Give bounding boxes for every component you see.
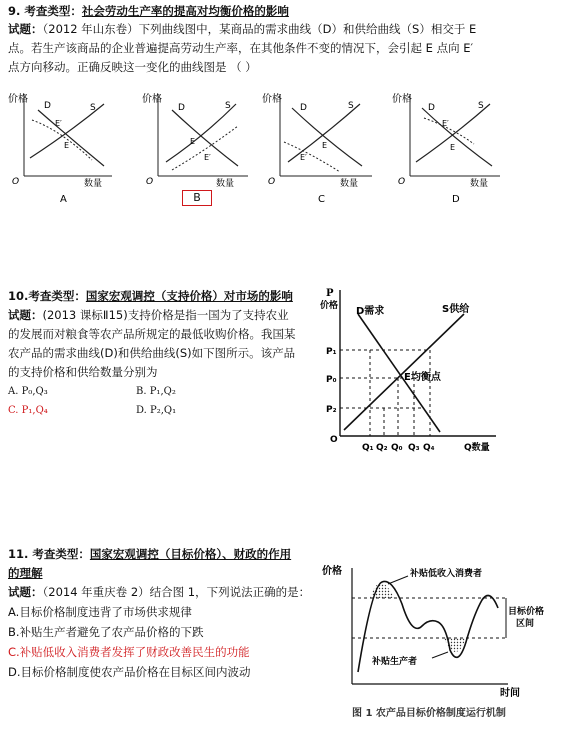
q9-c-e: E [322, 141, 328, 150]
q10-stem-text1: (2013 课标Ⅱ15)支持价格是指一国为了支持农业 [42, 308, 289, 322]
q9-a-e: E [64, 141, 70, 150]
q9-a-ylabel: 价格 [8, 94, 28, 105]
q9-d-e: E [450, 143, 456, 152]
q10-s-label: S供给 [442, 304, 470, 315]
q9-a-xlabel: 数量 [84, 179, 103, 189]
q10-p1: P₁ [326, 347, 337, 357]
q11-type-text1: 国家宏观调控（目标价格）、财政的作用 [89, 547, 292, 561]
q10-q1: Q₁ [362, 443, 374, 453]
q9-stem-text1: （2012 年山东卷）下列曲线图中，某商品的需求曲线（D）和供给曲线（S）相交于 E [42, 22, 477, 36]
q11-option-a[interactable]: A.目标价格制度违背了市场供求规律 [8, 605, 192, 619]
q11-caption: 图 1 农产品目标价格制度运行机制 [352, 708, 506, 719]
q9-b-e: E [190, 137, 196, 146]
q11-producer-label: 补贴生产者 [372, 657, 418, 667]
q9-b-origin: O [146, 177, 154, 187]
q10-e-label: E均衡点 [404, 372, 441, 383]
q10-d-label: D需求 [356, 306, 385, 317]
q9-d-ylabel: 价格 [392, 94, 412, 105]
q9-stem-line1 [8, 21, 476, 37]
q9-graph-d [392, 92, 500, 205]
q9-a-e2: E′ [55, 119, 62, 128]
q9-a-origin: O [12, 177, 20, 187]
q9-graph-a [8, 92, 112, 205]
q10-stem-line2: 的发展而对粮食等农产品所规定的最低收购价格。我国某 [8, 327, 296, 341]
q9-b-s: S [225, 101, 231, 111]
q9-d-s: S [478, 101, 484, 111]
q10-q4: Q₄ [423, 443, 435, 453]
q9-b-d: D [178, 103, 185, 113]
q9-c-xlabel: 数量 [340, 179, 359, 189]
q11-number: 11. [8, 547, 29, 561]
q10-stem-line3: 农产品的需求曲线(D)和供给曲线(S)如下图所示。该产品 [8, 346, 296, 360]
q10-q2: Q₂ [376, 443, 388, 453]
q11-stem-label: 试题： [8, 585, 43, 599]
q11-type-label: 考查类型： [32, 547, 90, 561]
q9-graph-c [262, 92, 372, 205]
q11-band2: 区间 [516, 619, 535, 629]
q11-x-label: 时间 [500, 688, 520, 699]
q9-graph-b [142, 92, 248, 189]
q9-stem-label: 试题： [8, 22, 43, 36]
q10-option-c[interactable]: C. P₁,Q₄ [8, 405, 48, 416]
q9-d-origin: O [398, 177, 406, 187]
q10-p-axis2: 价格 [320, 301, 339, 311]
q10-stem-line4: 的支持价格和供给数量分别为 [8, 365, 158, 379]
q9-c-d: D [300, 103, 307, 113]
q10-p0: P₀ [326, 375, 337, 385]
q9-b-xlabel: 数量 [216, 179, 235, 189]
q9-type-text: 社会劳动生产率的提高对均衡价格的影响 [81, 4, 289, 18]
q10-type-label: 考查类型： [28, 289, 86, 303]
q10-number: 10. [8, 289, 29, 303]
q9-option-b: B [193, 191, 201, 204]
q10-option-a[interactable]: A. P₀,Q₃ [8, 386, 48, 397]
q9-b-ylabel: 价格 [142, 94, 162, 105]
q9-stem-line3: 点方向移动。正确反映这一变化的曲线图是 （ ） [8, 60, 257, 74]
q10-option-d[interactable]: D. P₂,Q₁ [136, 405, 177, 416]
q11-title-line2: 的理解 [8, 566, 43, 580]
q10-p2: P₂ [326, 405, 337, 415]
q9-c-s: S [348, 101, 354, 111]
q9-number: 9. [8, 4, 21, 18]
q9-d-e2: E′ [442, 119, 449, 128]
q10-option-b[interactable]: B. P₁,Q₂ [136, 386, 176, 397]
q10-type-text: 国家宏观调控（支持价格）对市场的影响 [85, 289, 293, 303]
q9-option-b-answer-box[interactable] [182, 190, 212, 206]
q10-q-axis: Q数量 [464, 443, 490, 453]
q9-option-d[interactable]: D [452, 194, 460, 205]
q10-origin: O [330, 435, 338, 445]
q9-option-c[interactable]: C [318, 194, 325, 205]
q11-band1: 目标价格 [508, 607, 545, 617]
q10-stem-line1 [8, 307, 289, 323]
q9-c-e2: E′ [300, 153, 307, 162]
q9-a-d: D [44, 101, 51, 111]
q11-y-label: 价格 [322, 566, 342, 577]
q9-d-d: D [428, 103, 435, 113]
q9-d-xlabel: 数量 [470, 179, 489, 189]
q9-c-ylabel: 价格 [262, 94, 282, 105]
q11-option-d[interactable]: D.目标价格制度使农产品价格在目标区间内波动 [8, 665, 251, 679]
q11-graph [318, 560, 580, 726]
q10-q0: Q₀ [391, 443, 403, 453]
q10-p-axis: P [326, 288, 334, 299]
q11-consumer-label: 补贴低收入消费者 [410, 569, 483, 579]
q9-c-origin: O [268, 177, 276, 187]
q11-option-c[interactable]: C.补贴低收入消费者发挥了财政改善民生的功能 [8, 645, 250, 659]
q9-stem-line2: 点。若生产该商品的企业普遍提高劳动生产率，在其他条件不变的情况下，会引起 E 点向 E′ [8, 41, 474, 55]
q9-b-e2: E′ [204, 153, 211, 162]
q9-option-a[interactable]: A [60, 194, 67, 205]
q9-a-s: S [90, 103, 96, 113]
q11-title-line1 [8, 546, 291, 562]
q11-stem-text: （2014 年重庆卷 2）结合图 1，下列说法正确的是： [42, 585, 311, 599]
q9-title [8, 3, 289, 19]
q10-stem-label: 试题： [8, 308, 43, 322]
q9-graphs [0, 80, 584, 210]
q9-type-label: 考查类型： [24, 4, 82, 18]
q10-graph [318, 284, 508, 460]
q11-stem [8, 584, 310, 600]
q11-option-b[interactable]: B.补贴生产者避免了农产品价格的下跌 [8, 625, 204, 639]
q10-q3: Q₃ [408, 443, 420, 453]
q10-title [8, 288, 293, 304]
